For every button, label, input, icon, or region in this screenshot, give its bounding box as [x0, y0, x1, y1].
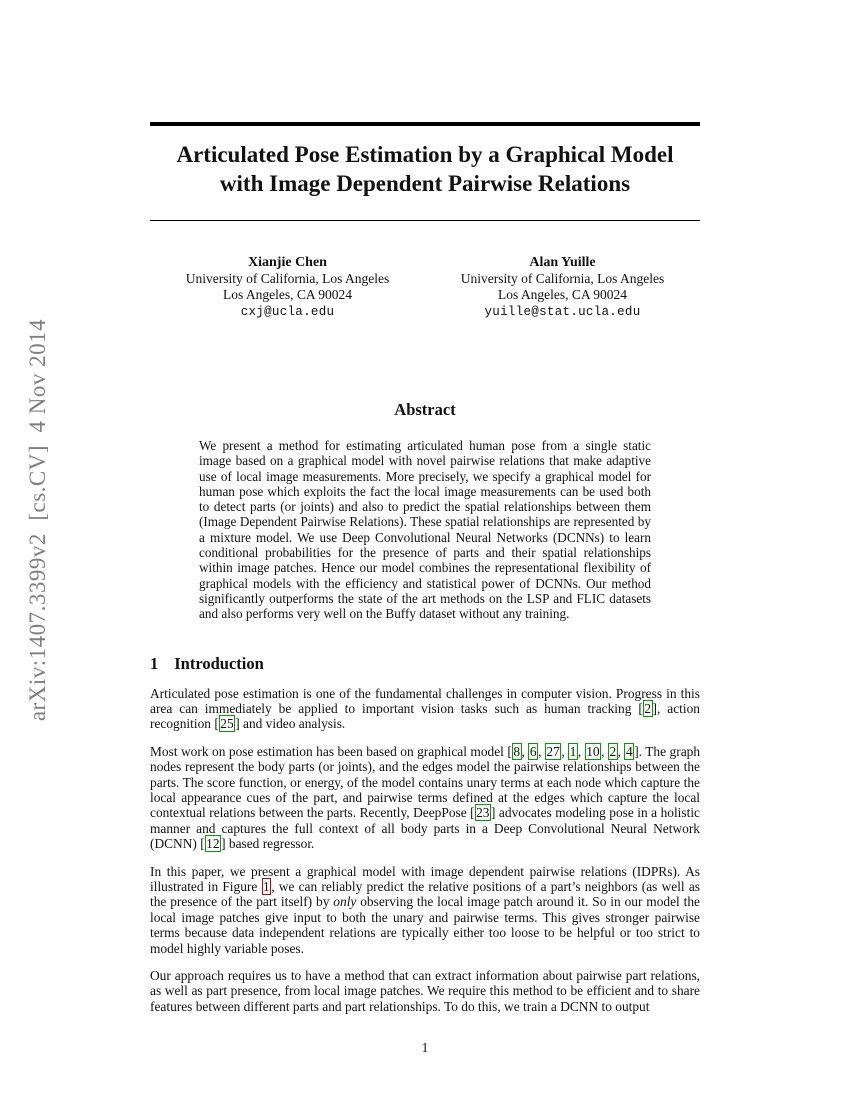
- text-segment: observing the local image patch around it. So in our model the local image patches give input to both the unary and pairwise terms. This gives stronger pairwise terms because data independent relations are typically either too loose to be helpful or too strict to model highly variable poses.: [150, 894, 700, 956]
- author-email: cxj@ucla.edu: [240, 305, 335, 319]
- arxiv-watermark: arXiv:1407.3399v2 [cs.CV] 4 Nov 2014: [25, 318, 50, 722]
- citation-link[interactable]: 8: [513, 743, 521, 759]
- section-heading-introduction: [150, 654, 700, 674]
- intro-paragraph-1: [150, 686, 700, 732]
- paper-title: [150, 140, 700, 198]
- text-segment: ]. The graph nodes represent the body parts (or joints), and the edges model the pairwise relationships between the parts. The score function, or energy, of the model contains unary terms at each node which capture the local appearance cues of the part, and pairwise terms defined at the edges which capture the local contextual relations between the parts. Recently, DeepPose [: [150, 743, 701, 821]
- citation-link[interactable]: 25: [220, 716, 234, 732]
- text-segment: ,: [561, 743, 569, 759]
- citation-link[interactable]: 6: [529, 743, 537, 759]
- citation-link[interactable]: 2: [609, 743, 617, 759]
- text-segment: ,: [601, 743, 608, 759]
- citation-link[interactable]: 1: [569, 743, 577, 759]
- text-segment: , we can reliably predict the relative positions of a part’s neighbors (as well as the presence of the part itself) by: [150, 879, 700, 910]
- author-affiliation-line-2: Los Angeles, CA 90024: [222, 287, 352, 302]
- figure-reference-link[interactable]: 1: [263, 879, 270, 895]
- title-rule-top: [150, 122, 700, 126]
- citation-link[interactable]: 27: [546, 743, 560, 759]
- citation-link[interactable]: 10: [586, 743, 600, 759]
- text-segment: Our approach requires us to have a method that can extract information about pairwise part relations, as well as part presence, from local image patches. We require this method to be efficient and to share features between different parts and part relationships. To do this, we train a DCNN to output: [150, 968, 700, 1014]
- text-segment: Articulated pose estimation is one of the fundamental challenges in computer vision. Progress in this area can immediately be applied to important vision tasks such as human tracking [: [150, 685, 700, 716]
- authors-block: [150, 255, 700, 320]
- citation-link[interactable]: 2: [644, 700, 652, 716]
- text-segment: In this paper, we present a graphical model with image dependent pairwise relations (IDPRs). As illustrated in Figure: [150, 863, 700, 895]
- author-email: yuille@stat.ucla.edu: [484, 305, 641, 319]
- text-segment: ,: [521, 743, 529, 759]
- author-affiliation-line-1: University of California, Los Angeles: [185, 271, 390, 286]
- author-block-1: [150, 255, 425, 320]
- text-segment: ], action recognition [: [150, 700, 700, 732]
- paper-title-line-2: with Image Dependent Pairwise Relations: [219, 171, 631, 196]
- text-segment: Most work on pose estimation has been based on graphical model [: [150, 743, 512, 759]
- author-affiliation-line-1: University of California, Los Angeles: [460, 271, 665, 286]
- title-rule-bottom: [150, 220, 700, 221]
- author-name: Alan Yuille: [529, 255, 596, 270]
- page-number: 1: [421, 1040, 429, 1055]
- section-number: 1: [150, 653, 159, 673]
- author-block-2: [425, 255, 700, 320]
- paper-title-line-1: Articulated Pose Estimation by a Graphical Model: [176, 142, 674, 167]
- intro-paragraph-3: [150, 864, 700, 956]
- author-affiliation-line-2: Los Angeles, CA 90024: [497, 287, 627, 302]
- author-name: Xianjie Chen: [248, 255, 327, 270]
- text-segment: ] based regressor.: [221, 836, 315, 852]
- text-segment: ,: [538, 743, 545, 759]
- citation-link[interactable]: 23: [476, 805, 490, 821]
- citation-link[interactable]: 12: [206, 836, 220, 852]
- text-segment: ] advocates modeling pose in a holistic manner and captures the full context of all body parts in a Deep Convolutional Neural Network (DCNN) [: [150, 805, 700, 852]
- text-segment: ,: [617, 743, 625, 759]
- text-segment: ] and video analysis.: [235, 716, 346, 732]
- text-segment: ,: [577, 743, 585, 759]
- intro-paragraph-2: [150, 744, 700, 852]
- abstract-heading: Abstract: [394, 400, 456, 419]
- citation-link[interactable]: 4: [625, 743, 633, 759]
- section-title: Introduction: [174, 653, 264, 673]
- abstract-text: We present a method for estimating articulated human pose from a single static image based on a graphical model with novel pairwise relations that make adaptive use of local image measurements. More precisely, we specify a graphical model for human pose which exploits the fact the local image measurements can be used both to detect parts (or joints) and also to predict the spatial relationships between them (Image Dependent Pairwise Relations). These spatial relationships are represented by a mixture model. We use Deep Convolutional Neural Networks (DCNNs) to learn conditional probabilities for the presence of parts and their spatial relationships within image patches. Hence our model combines the representational flexibility of graphical models with the efficiency and statistical power of DCNNs. Our method significantly outperforms the state of the art methods on the LSP and FLIC datasets and also performs very well on the Buffy dataset without any training.: [199, 438, 651, 622]
- paper-content: [150, 0, 700, 1014]
- text-segment: only: [333, 894, 357, 910]
- intro-paragraph-4: [150, 968, 700, 1014]
